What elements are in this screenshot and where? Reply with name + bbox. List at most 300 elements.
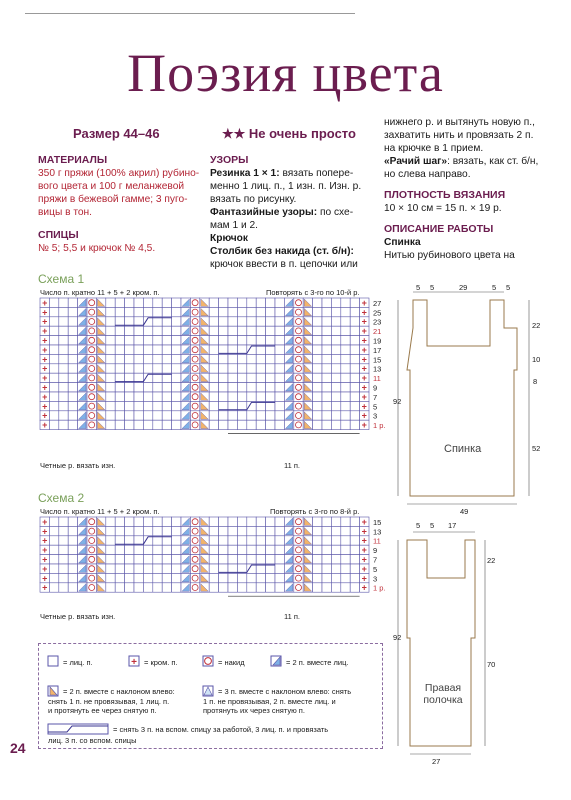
chart-cell [125,392,134,401]
chart-cell [49,298,58,307]
chart-cell [49,317,58,326]
chart-cell [266,307,275,316]
chart-cell [209,420,218,429]
chart-cell [275,307,284,316]
chart-cell [275,517,284,526]
chart-cell [313,517,322,526]
legend-cable: лиц. 3 п. со вспом. спицы [48,736,137,745]
plus-icon: + [42,535,48,546]
chart-cell [228,392,237,401]
chart-cell [172,317,181,326]
chart-cell [162,545,171,554]
chart-cell [219,298,228,307]
chart-cell [275,354,284,363]
chart-cell [228,420,237,429]
chart-cell [275,555,284,564]
chart-cell [237,354,246,363]
chart-cell [49,411,58,420]
sc-continued: захватить нить и провязать 2 п. [384,130,534,141]
chart-cell [143,345,152,354]
chart-cell [162,401,171,410]
chart-cell [219,364,228,373]
chart-cell [228,411,237,420]
chart-cell [49,545,58,554]
back-dim: 49 [460,507,469,516]
chart-cell [313,536,322,545]
plus-icon: + [42,582,48,593]
legend-box [38,643,383,749]
chart-cell [350,420,359,429]
chart-cell [247,392,256,401]
chart-cell [209,383,218,392]
chart-cell [256,354,265,363]
chart-cell [237,555,246,564]
chart-cell [115,298,124,307]
chart-cell [266,573,275,582]
work-heading: ОПИСАНИЕ РАБОТЫ [384,223,494,235]
chart-cell [219,354,228,363]
chart-cell [266,336,275,345]
chart-cell [341,326,350,335]
chart-cell [228,573,237,582]
chart-cell [266,536,275,545]
chart-cell [341,583,350,592]
front-dim: 22 [487,556,496,565]
chart-cell [106,298,115,307]
patterns-block [210,154,375,271]
chart-cell [134,364,143,373]
chart-cell [228,373,237,382]
chart-cell [59,526,68,535]
chart-cell [143,411,152,420]
chart-cell [275,364,284,373]
chart-cell [115,517,124,526]
chart-cell [209,411,218,420]
chart-cell [275,345,284,354]
front-label-line: Правая [424,682,462,694]
chart-cell [219,373,228,382]
back-dim: 5 [430,283,435,292]
chart-cell [106,555,115,564]
row-number: 13 [373,364,382,374]
legend-left3: протянуть их через снятую п. [203,706,305,715]
materials-heading: МАТЕРИАЛЫ [38,154,108,166]
chart-cell [247,364,256,373]
chart-cell [115,401,124,410]
materials-line: пряжи в бежевой гамме; 3 пуго- [38,194,188,205]
chart-cell [341,345,350,354]
chart-cell [247,298,256,307]
chart-cell [68,336,77,345]
chart-cell [331,307,340,316]
legend-left3: 1 п. не провязывая, 2 п. вместе лиц. и [203,697,336,706]
chart-cell [106,364,115,373]
chart-cell [275,317,284,326]
plus-icon: + [42,373,48,384]
back-dim: 29 [459,283,468,292]
chart-cell [228,383,237,392]
chart-cell [350,336,359,345]
chart-cell [209,326,218,335]
chart-cell [153,583,162,592]
chart-cell [68,555,77,564]
chart-cell [247,555,256,564]
chart-cell [247,517,256,526]
chart-cell [125,401,134,410]
scheme2-title: Схема 2 [38,491,85,505]
chart-cell [266,364,275,373]
chart-cell [219,326,228,335]
chart-cell [125,336,134,345]
rib-text: вязать по рисунку. [210,194,297,205]
scheme2-repeat: Повторять с 3-го по 8-й р. [270,507,360,516]
chart-cell [237,420,246,429]
chart-cell [153,573,162,582]
chart-cell [331,345,340,354]
plus-icon: + [42,391,48,402]
chart-cell [106,526,115,535]
chart-cell [331,536,340,545]
back-dim: 10 [532,355,541,364]
chart-cell [134,564,143,573]
chart-cell [247,354,256,363]
chart-cell [172,364,181,373]
chart-cell [219,583,228,592]
chart-cell [106,573,115,582]
chart-cell [350,383,359,392]
gauge-heading: ПЛОТНОСТЬ ВЯЗАНИЯ [384,189,506,201]
chart-cell [322,336,331,345]
chart-cell [237,317,246,326]
scheme2-multiple: Число п. кратно 11 + 5 + 2 кром. п. [40,507,160,516]
plus-icon: + [42,316,48,327]
chart-cell [350,555,359,564]
chart-cell [209,354,218,363]
chart-cell [350,317,359,326]
chart-cell [59,336,68,345]
row-number: 19 [373,336,382,346]
chart-cell [143,420,152,429]
chart-cell [49,564,58,573]
chart-cell [341,392,350,401]
chart-cell [313,326,322,335]
chart-cell [115,336,124,345]
chart-cell [275,383,284,392]
front-label-line: полочка [423,694,463,706]
chart-cell [162,354,171,363]
chart-cell [266,555,275,564]
chart-cell [143,392,152,401]
materials-block [38,154,203,255]
chart-cell [68,564,77,573]
chart-cell [59,545,68,554]
chart-cell [247,307,256,316]
legend-left2: и протянуть ее через снятую п. [48,706,157,715]
chart-cell [59,517,68,526]
row-number: 15 [373,517,382,527]
chart-cell [49,526,58,535]
chart-cell [256,392,265,401]
chart-cell [162,555,171,564]
chart-cell [134,555,143,564]
chart-cell [134,392,143,401]
chart-cell [350,545,359,554]
chart-cell [219,555,228,564]
chart-cell [219,317,228,326]
chart-cell [115,555,124,564]
chart-cell [331,420,340,429]
chart-cell [256,364,265,373]
chart-cell [247,420,256,429]
chart-cell [59,411,68,420]
chart-cell [350,326,359,335]
plus-icon: + [361,316,367,327]
chart-cell [143,564,152,573]
back-label: Спинка [444,443,482,455]
chart-cell [115,545,124,554]
chart-cell [331,573,340,582]
back-dim: 22 [532,321,541,330]
chart-cell [341,307,350,316]
chart-cell [266,392,275,401]
chart-cell [350,298,359,307]
chart-cell [162,517,171,526]
chart-cell [331,545,340,554]
chart-cell [125,383,134,392]
legend-left3: = 3 п. вместе с наклоном влево: снять [218,687,352,696]
chart-cell [134,573,143,582]
chart-cell [237,383,246,392]
chart-cell [153,420,162,429]
back-heading: Спинка [384,237,421,248]
chart-cell [266,517,275,526]
chart-cell [350,345,359,354]
chart-cell [350,564,359,573]
plus-icon: + [361,554,367,565]
chart-cell [209,298,218,307]
chart-cell [219,392,228,401]
chart-cell [331,326,340,335]
chart-cell [313,383,322,392]
chart-cell [275,536,284,545]
chart-cell [125,573,134,582]
chart-cell [68,317,77,326]
chart-cell [172,336,181,345]
chart-cell [247,336,256,345]
chart-cell [162,336,171,345]
chart-cell [143,555,152,564]
knit-symbol [48,656,58,666]
plus-icon: + [361,563,367,574]
chart-cell [153,298,162,307]
chart-cell [115,354,124,363]
chart-cell [68,354,77,363]
chart-cell [106,392,115,401]
chart-cell [209,307,218,316]
chart-cell [350,373,359,382]
chart-cell [331,517,340,526]
chart-cell [256,555,265,564]
chart-cell [331,383,340,392]
scheme2-even-rows: Четные р. вязать изн. [40,612,116,621]
chart-cell [313,526,322,535]
chart-cell [162,573,171,582]
chart-cell [209,526,218,535]
chart-cell [275,326,284,335]
chart-cell [59,307,68,316]
chart-cell [125,420,134,429]
chart-cell [209,573,218,582]
chart-cell [350,411,359,420]
chart-cell [106,307,115,316]
chart-cell [115,345,124,354]
chart-cell [209,373,218,382]
chart-cell [331,354,340,363]
chart-cell [237,364,246,373]
front-dim: 92 [393,633,402,642]
chart-cell [237,545,246,554]
back-outline [407,300,517,496]
chart-cell [209,336,218,345]
chart-cell [162,345,171,354]
plus-icon: + [42,335,48,346]
chart-cell [68,517,77,526]
chart-cell [143,354,152,363]
chart-cell [322,517,331,526]
chart-cell [313,298,322,307]
chart-cell [228,307,237,316]
chart-cell [322,354,331,363]
chart-cell [341,411,350,420]
chart-cell [219,573,228,582]
chart-cell [59,345,68,354]
chart-cell [228,583,237,592]
plus-icon: + [361,326,367,337]
plus-icon: + [361,573,367,584]
row-number: 13 [373,527,382,537]
legend-k2tog: = 2 п. вместе лиц. [286,658,349,667]
chart-cell [134,401,143,410]
chart-cell [322,573,331,582]
chart-cell [228,364,237,373]
page-title: Поэзия цвета [127,43,444,103]
plus-icon: + [42,516,48,527]
front-dim: 17 [448,521,457,530]
plus-icon: + [131,657,137,668]
fancy-text: по схе- [317,207,354,218]
chart-cell [125,345,134,354]
chart-cell [68,536,77,545]
back-dim: 52 [532,444,541,453]
chart-cell [68,307,77,316]
row-number: 25 [373,308,382,318]
chart-cell [266,420,275,429]
chart-cell [49,307,58,316]
chart-cell [237,517,246,526]
chart-cell [256,536,265,545]
chart-cell [322,298,331,307]
chart-cell [256,526,265,535]
chart-cell [106,401,115,410]
chart-cell [256,336,265,345]
plus-icon: + [42,563,48,574]
chart-cell [341,420,350,429]
back-dim: 92 [393,397,402,406]
chart-cell [49,517,58,526]
chart-cell [49,583,58,592]
chart-cell [266,526,275,535]
chart-cell [106,517,115,526]
chart-cell [228,517,237,526]
row-number: 1 р. [373,583,386,593]
chart-cell [228,298,237,307]
chart-cell [153,411,162,420]
front-dim: 27 [432,757,441,766]
chart-cell [49,326,58,335]
chart-cell [313,545,322,554]
chart-cell [322,555,331,564]
chart-cell [172,354,181,363]
chart-cell [162,564,171,573]
sc-text: крючок ввести в п. цепочки или [210,259,358,270]
chart-cell [247,545,256,554]
chart-cell [341,364,350,373]
chart-cell [209,401,218,410]
chart-cell [162,392,171,401]
chart-cell [143,545,152,554]
chart-cell [275,564,284,573]
chart-cell [59,555,68,564]
plus-icon: + [42,297,48,308]
chart-cell [134,545,143,554]
chart-cell [331,564,340,573]
chart-cell [68,326,77,335]
chart-cell [125,307,134,316]
chart-cell [125,526,134,535]
chart-cell [162,326,171,335]
chart-cell [228,317,237,326]
back-dim: 5 [416,283,421,292]
chart-cell [341,545,350,554]
crab-text: но слева направо. [384,169,471,180]
plus-icon: + [42,344,48,355]
chart-cell [219,383,228,392]
legend-left2: снять 1 п. не провязывая, 1 лиц. п. [48,697,170,706]
chart-cell [115,573,124,582]
chart-cell [134,411,143,420]
chart-cell [68,392,77,401]
chart-cell [125,555,134,564]
chart-cell [115,392,124,401]
plus-icon: + [361,363,367,374]
plus-icon: + [361,354,367,365]
rib-text: вязать попере- [279,168,354,179]
needles-heading: СПИЦЫ [38,229,79,241]
chart-cell [143,517,152,526]
chart-cell [350,401,359,410]
chart-cell [153,383,162,392]
chart-cell [237,336,246,345]
plus-icon: + [361,344,367,355]
row-number: 7 [373,392,378,402]
chart-cell [237,536,246,545]
chart-cell [106,383,115,392]
chart-cell [162,298,171,307]
chart-cell [256,317,265,326]
chart-cell [341,564,350,573]
chart-cell [134,583,143,592]
chart-cell [313,317,322,326]
